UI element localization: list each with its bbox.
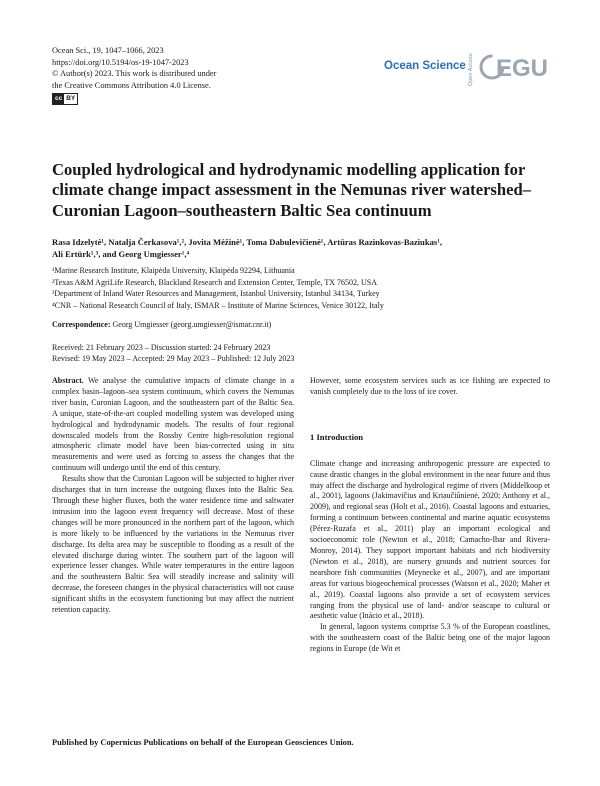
egu-logo-icon xyxy=(478,42,549,92)
article-metadata xyxy=(52,45,216,105)
intro-paragraph-1: Climate change and increasing anthropogenic pressure are expected to cause drastic changes in the global environment in the near future and thus may affect the discharge and hydrological regime of rivers (Middelkoop et al., 2001), lagoons (Jakimavičius and Kriaučiūnienė, 2020; Anthony et al., 2009), and regional seas (Holt et al., 2016). Coastal lagoons and estuaries, forming a continuum between continental and marine aquatic ecosystems (Pérez-Ruzafa et al., 2011) play an important ecological and socioeconomic role (Newton et al., 2018; Camacho-Ibar and Rivera-Monroy, 2014). They support important habitats and rich biodiversity (Newton et al., 2018), are nursery grounds and nutrient sources for nearshore fish communities (Meynecke et al., 2007), and are important areas for various biogeochemical processes (Watson et al., 2020; Maher et al., 2019). Coastal lagoons also provide a set of ecosystem services ranging from the physical use of land- and/or seascape to cultural or aesthetic value (Inácio et al., 2018). xyxy=(310,458,550,621)
license-line: the Creative Commons Attribution 4.0 License. xyxy=(52,80,211,90)
citation: Ocean Sci., 19, 1047–1066, 2023 xyxy=(52,46,164,55)
journal-name: Ocean Science xyxy=(384,60,466,72)
author-list xyxy=(52,236,552,261)
abstract-column xyxy=(52,376,294,616)
publication-dates xyxy=(52,342,294,364)
copyright-line: © Author(s) 2023. This work is distributed under xyxy=(52,69,217,79)
correspondence xyxy=(52,320,271,329)
dates-line-1: Received: 21 February 2023 – Discussion started: 24 February 2023 xyxy=(52,343,271,352)
cc-by-license-badge[interactable] xyxy=(52,93,78,105)
intro-paragraph-2: In general, lagoon systems comprise 5.3 % of the European coastlines, with the southeastern coast of the Baltic being one of the major lagoon regions in Europe (de Wit et xyxy=(310,622,550,654)
egu-logo-text: EGU xyxy=(496,55,549,82)
correspondence-contact[interactable]: Georg Umgiesser (georg.umgiesser@ismar.cnr.it) xyxy=(112,320,272,329)
affiliation-4: ⁴CNR – National Research Council of Italy, ISMAR – Institute of Marine Sciences, Venice 30122, Italy xyxy=(52,300,384,310)
publisher-footer: Published by Copernicus Publications on behalf of the European Geosciences Union. xyxy=(52,738,354,747)
authors-line-2: Ali Ertürk¹,³, and Georg Umgiesser¹,⁴ xyxy=(52,249,190,260)
abstract-paragraph-2: Results show that the Curonian Lagoon will be subjected to higher river discharges that in turn increase the outgoing fluxes into the Baltic Sea. Through these higher fluxes, both the water residence time and saltwater intrusion into the lagoon event frequency will decrease. Most of these changes will be more pronounced in the northern part of the lagoon, which is more likely to be influenced by the variations in the Nemunas river discharge. Its delta area may be susceptible to flooding as a result of the elevated discharge during winter. The southern part of the lagoon will experience lesser changes. While water temperatures in the entire lagoon and the southeastern Baltic Sea will steadily increase and salinity will decrease, the foreseen changes in the physical characteristics will not cause significant shifts in the ecosystem functioning but may affect the nutrient retention capacity. xyxy=(52,474,294,615)
abstract-paragraph-1 xyxy=(52,376,294,474)
by-icon: BY xyxy=(66,95,76,103)
correspondence-label: Correspondence: xyxy=(52,320,111,329)
section-heading-introduction: 1 Introduction xyxy=(310,431,364,442)
doi-link[interactable]: https://doi.org/10.5194/os-19-1047-2023 xyxy=(52,57,189,67)
cc-icon: cc xyxy=(55,95,63,103)
abstract-continuation: However, some ecosystem services such as ice fishing are expected to vanish completely due to the loss of ice cover. xyxy=(310,376,550,396)
right-column xyxy=(310,376,550,655)
open-access-label: Open Access xyxy=(468,53,474,86)
abstract-text-1: We analyse the cumulative impacts of climate change in a complex basin–lagoon–sea system continuum, which covers the Nemunas river basin, Curonian Lagoon, and the southeastern part of the Baltic Sea. A unique, state-of-the-art coupled modelling system was developed using hydrological and hydrodynamic models. The results of four regional downscaled models from the Rossby Centre high-resolution regional atmospheric climate model have been bias-corrected using in situ measurements and were used as forcing to assess the changes that the continuum will undergo until the end of this century. xyxy=(52,376,295,473)
paper-title: Coupled hydrological and hydrodynamic modelling application for climate change impact assessment in the Nemunas river watershed–Curonian Lagoon–southeastern Baltic Sea continuum xyxy=(52,160,532,220)
dates-line-2: Revised: 19 May 2023 – Accepted: 29 May 2023 – Published: 12 July 2023 xyxy=(52,354,295,363)
affiliation-2: ²Texas A&M AgriLife Research, Blackland Research and Extension Center, Temple, TX 76502, USA xyxy=(52,277,378,287)
authors-line-1: Rasa Idzelytė¹, Natalja Čerkasova¹,², Jovita Mėžinė¹, Toma Dabulevičienė¹, Artūras Razinkovas-Baziukas¹, xyxy=(52,237,442,247)
affiliations xyxy=(52,265,552,311)
abstract-label: Abstract. xyxy=(52,376,84,385)
affiliation-1: ¹Marine Research Institute, Klaipėda University, Klaipėda 92294, Lithuania xyxy=(52,266,295,275)
affiliation-3: ³Department of Inland Water Resources and Management, Istanbul University, Istanbul 34134, Turkey xyxy=(52,289,380,299)
